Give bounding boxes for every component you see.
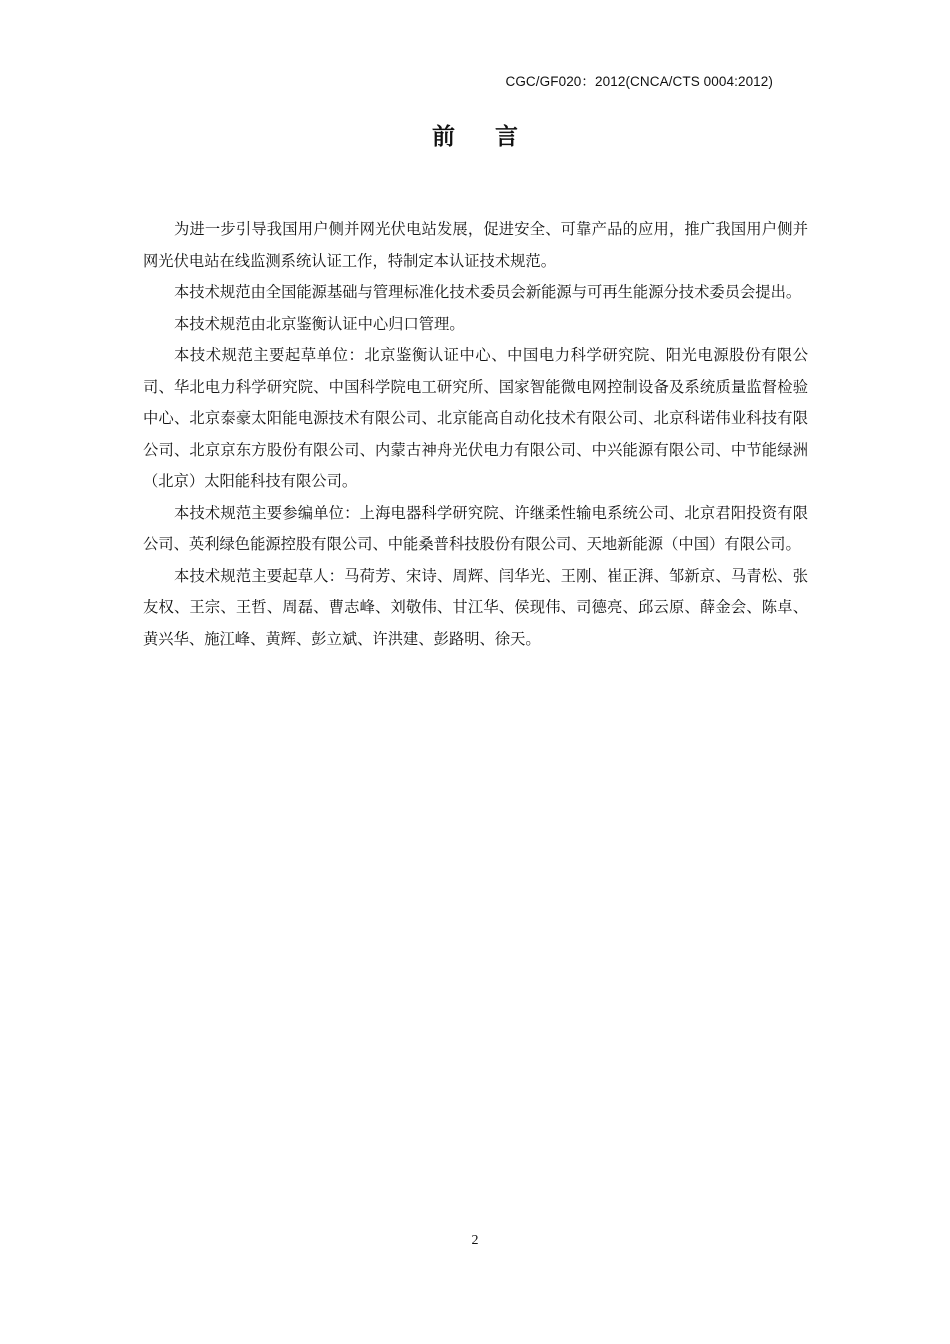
paragraph-management: 本技术规范由北京鉴衡认证中心归口管理。: [174, 314, 465, 333]
paragraph-participating-units: 本技术规范主要参编单位：上海电器科学研究院、许继柔性输电系统公司、北京君阳投资有限公司、英利绿色能源控股有限公司、中能桑普科技股份有限公司、天地新能源（中国）有限公司。: [143, 503, 808, 553]
paragraph-drafters: 本技术规范主要起草人：马荷芳、宋诗、周辉、闫华光、王刚、崔正湃、邹新京、马青松、张友权、王宗、王哲、周磊、曹志峰、刘敬伟、甘江华、侯现伟、司德亮、邱云原、薛金会、陈卓、黄兴华、施江峰、黄辉、彭立斌、许洪建、彭路明、徐天。: [143, 566, 808, 648]
paragraph-drafting-units: 本技术规范主要起草单位：北京鉴衡认证中心、中国电力科学研究院、阳光电源股份有限公司、华北电力科学研究院、中国科学院电工研究所、国家智能微电网控制设备及系统质量监督检验中心、北京泰豪太阳能电源技术有限公司、北京能高自动化技术有限公司、北京科诺伟业科技有限公司、北京京东方股份有限公司、内蒙古神舟光伏电力有限公司、中兴能源有限公司、中节能绿洲（北京）太阳能科技有限公司。: [143, 346, 808, 490]
paragraph-proposer: 本技术规范由全国能源基础与管理标准化技术委员会新能源与可再生能源分技术委员会提出。: [174, 283, 802, 301]
page-number: 2: [471, 1233, 479, 1248]
document-body: [143, 214, 808, 655]
paragraph-purpose: 为进一步引导我国用户侧并网光伏电站发展，促进安全、可靠产品的应用，推广我国用户侧并网光伏电站在线监测系统认证工作，特制定本认证技术规范。: [143, 220, 808, 270]
standard-code-header: CGC/GF020：2012(CNCA/CTS 0004:2012): [505, 74, 773, 89]
page-title: 前 言: [431, 124, 534, 150]
